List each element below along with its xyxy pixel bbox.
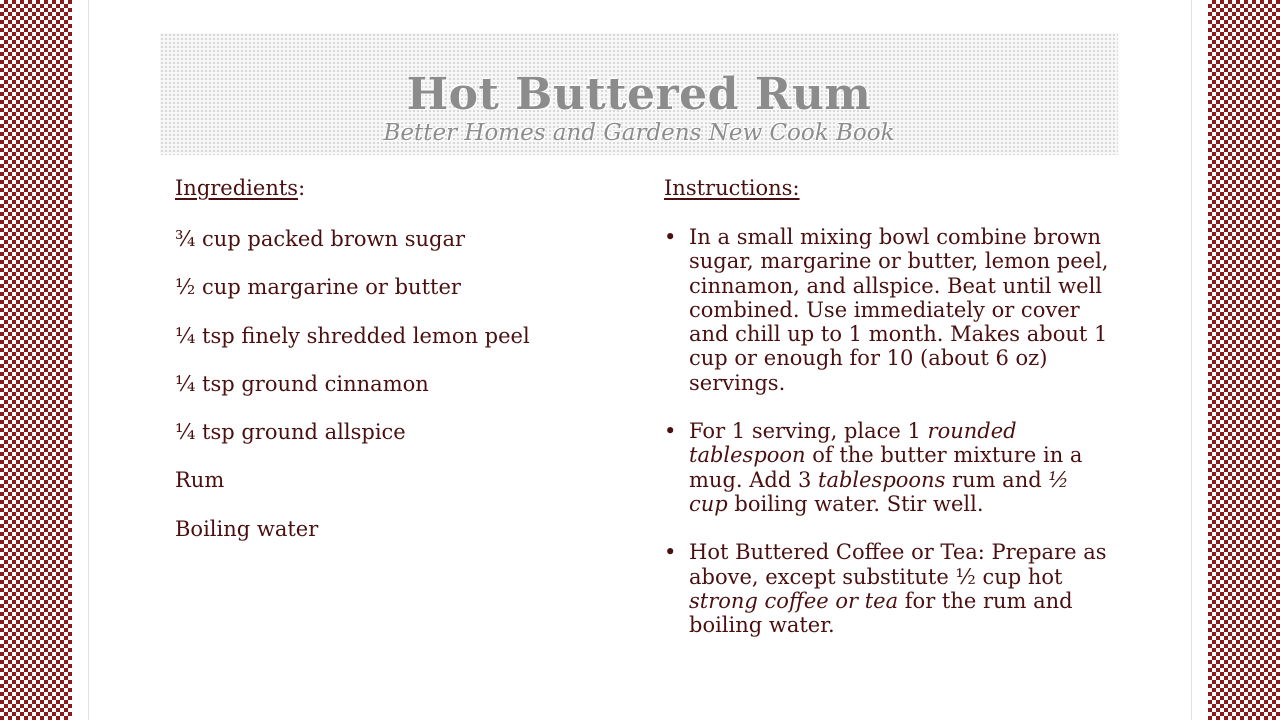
instruction-emphasis: ½ cup (689, 467, 1069, 516)
instructions-heading-label: Instructions: (664, 176, 800, 200)
bullet-icon: • (664, 540, 677, 565)
recipe-source: Better Homes and Gardens New Cook Book (383, 120, 895, 146)
ingredients-section (175, 174, 615, 563)
instructions-list (664, 225, 1114, 637)
instructions-heading (664, 174, 1114, 202)
decorative-border-right (1208, 0, 1280, 720)
ingredient-item: Boiling water (175, 516, 319, 541)
instruction-step (664, 419, 1114, 516)
instructions-section (664, 174, 1114, 661)
page-edge-right (1191, 0, 1192, 720)
ingredient-item: Rum (175, 468, 225, 493)
ingredient-item: ½ cup margarine or butter (175, 275, 461, 300)
instruction-text: In a small mixing bowl combine brown sugar, margarine or butter, lemon peel, cinnamon, and allspice. Beat until well combined. Use immediately or cover and chill up to 1 month. Makes about 1 cup or enough for 10 (about 6 oz) servings. (689, 225, 1109, 395)
instruction-step (664, 225, 1114, 395)
instruction-emphasis: strong coffee or tea (689, 588, 899, 613)
ingredient-item: ¼ tsp ground cinnamon (175, 371, 429, 396)
ingredients-list (175, 225, 615, 543)
ingredient-item: ¼ tsp finely shredded lemon peel (175, 323, 530, 348)
instruction-text: rum and (945, 467, 1049, 492)
instruction-text: for the rum and boiling water. (689, 588, 1073, 638)
instruction-text: boiling water. Stir well. (727, 491, 984, 516)
title-banner (160, 33, 1118, 155)
page-edge-left (88, 0, 89, 720)
instruction-text: of the butter mixture in a mug. Add 3 (689, 443, 1083, 492)
ingredient-item: ¼ tsp ground allspice (175, 420, 406, 445)
ingredients-heading (175, 174, 615, 202)
instruction-text: Hot Buttered Coffee or Tea: Prepare as above, except substitute ½ cup hot (689, 540, 1107, 589)
ingredients-heading-colon: : (298, 176, 306, 200)
bullet-icon: • (664, 419, 677, 444)
ingredients-heading-label: Ingredients (175, 176, 299, 200)
instruction-emphasis: rounded tablespoon (689, 419, 1017, 468)
instruction-text: For 1 serving, place 1 (689, 419, 928, 444)
bullet-icon: • (664, 225, 677, 249)
recipe-title: Hot Buttered Rum (406, 69, 872, 120)
ingredient-item: ¾ cup packed brown sugar (175, 227, 466, 251)
instruction-step (664, 540, 1114, 637)
decorative-border-left (0, 0, 72, 720)
instruction-emphasis: tablespoons (818, 467, 946, 492)
